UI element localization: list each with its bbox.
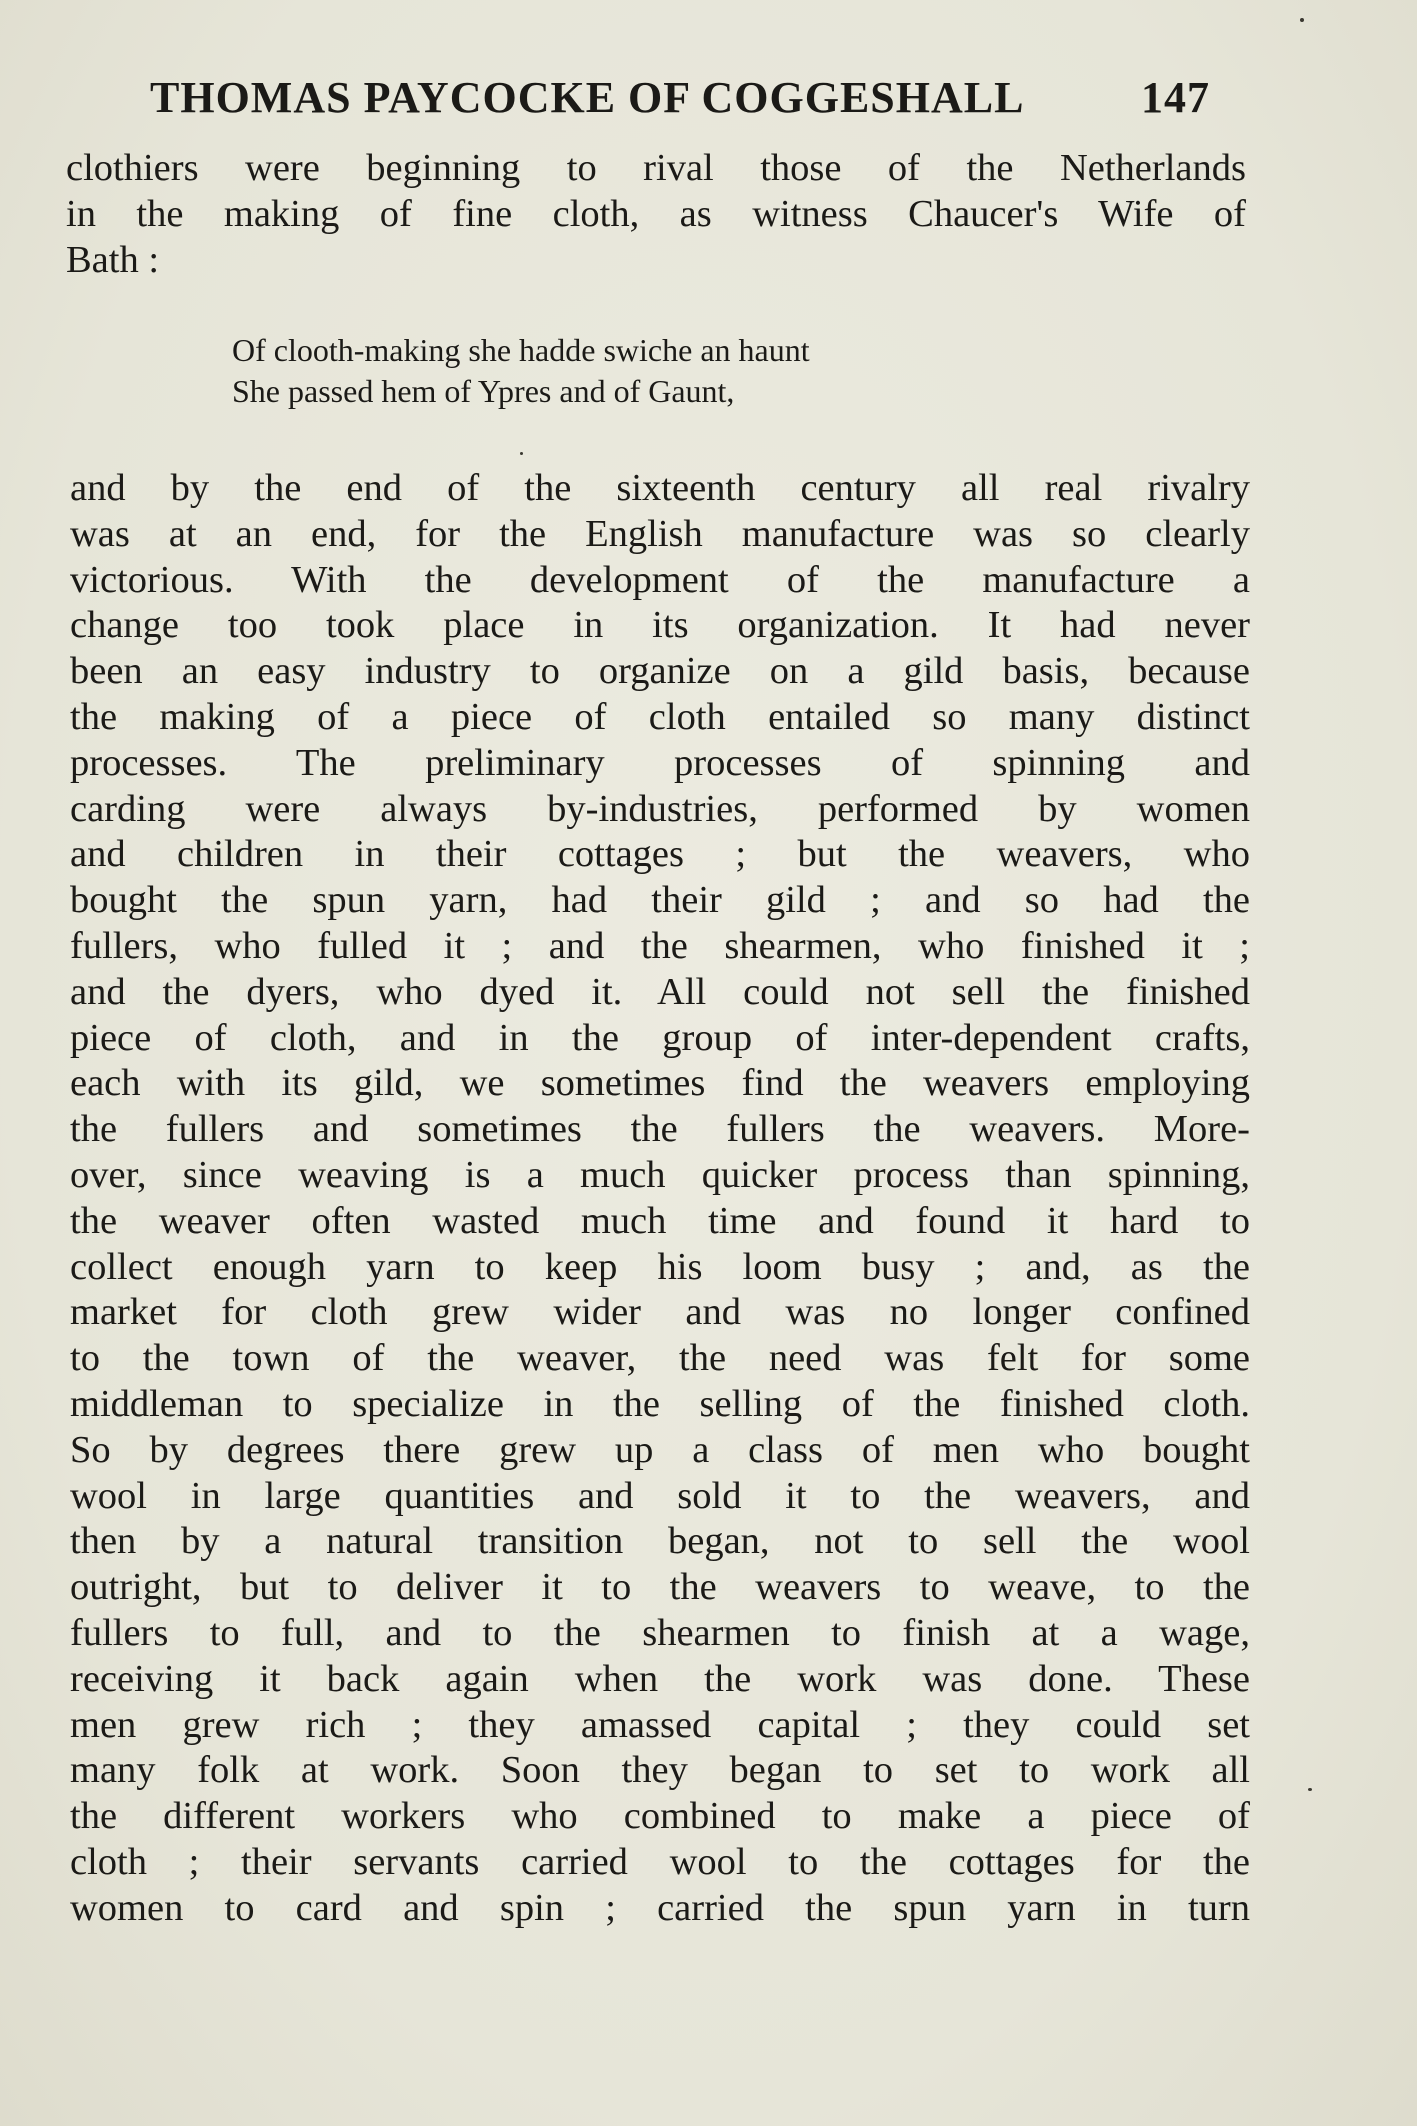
text-line: each with its gild, we sometimes find the weavers employing (70, 1062, 1250, 1105)
main-paragraph (70, 466, 1250, 1932)
text-line: outright, but to deliver it to the weavers to weave, to the (70, 1566, 1250, 1609)
text-line: market for cloth grew wider and was no longer confined (70, 1291, 1250, 1334)
paper-speck (520, 452, 523, 455)
verse-quotation (232, 330, 1032, 412)
paper-speck (1308, 1788, 1312, 1791)
text-line: processes. The preliminary processes of spinning and (70, 741, 1250, 784)
verse-line: She passed hem of Ypres and of Gaunt, (232, 373, 735, 409)
text-line: and children in their cottages ; but the weavers, who (70, 833, 1250, 876)
text-line: then by a natural transition began, not to sell the wool (70, 1520, 1250, 1563)
text-line: to the town of the weaver, the need was felt for some (70, 1337, 1250, 1380)
page-number: 147 (1141, 72, 1210, 122)
text-line: piece of cloth, and in the group of inter-dependent crafts, (70, 1016, 1250, 1059)
text-line: men grew rich ; they amassed capital ; they could set (70, 1703, 1250, 1746)
text-line: fullers to full, and to the shearmen to finish at a wage, (70, 1611, 1250, 1654)
text-line: change too took place in its organization. It had never (70, 604, 1250, 647)
text-line: women to card and spin ; carried the spun yarn in turn (70, 1886, 1250, 1929)
text-line: Bath : (66, 238, 160, 281)
paper-speck (1300, 18, 1304, 22)
text-line: clothiers were beginning to rival those of the Netherlands (66, 147, 1246, 189)
text-line: the making of a piece of cloth entailed so many distinct (70, 695, 1250, 738)
text-line: the weaver often wasted much time and found it hard to (70, 1199, 1250, 1242)
running-head-title: THOMAS PAYCOCKE OF COGGESHALL (150, 72, 1025, 122)
text-line: victorious. With the development of the manufacture a (70, 558, 1250, 601)
text-line: collect enough yarn to keep his loom busy ; and, as the (70, 1245, 1250, 1288)
text-line: in the making of fine cloth, as witness Chaucer's Wife of (66, 192, 1246, 235)
text-line: carding were always by-industries, performed by women (70, 787, 1250, 830)
text-line: the different workers who combined to make a piece of (70, 1795, 1250, 1838)
text-line: many folk at work. Soon they began to set to work all (70, 1749, 1250, 1792)
text-line: and the dyers, who dyed it. All could not sell the finished (70, 970, 1250, 1013)
text-line: been an easy industry to organize on a gild basis, because (70, 650, 1250, 693)
text-line: cloth ; their servants carried wool to the cottages for the (70, 1840, 1250, 1883)
verse-line: Of clooth-making she hadde swiche an haunt (232, 332, 810, 368)
text-line: and by the end of the sixteenth century all real rivalry (70, 467, 1250, 509)
running-head (150, 62, 1210, 132)
text-line: receiving it back again when the work was done. These (70, 1657, 1250, 1700)
opening-paragraph (66, 146, 1246, 283)
text-line: wool in large quantities and sold it to the weavers, and (70, 1474, 1250, 1517)
text-line: bought the spun yarn, had their gild ; and so had the (70, 879, 1250, 922)
text-line: over, since weaving is a much quicker process than spinning, (70, 1153, 1250, 1196)
text-line: the fullers and sometimes the fullers the weavers. More- (70, 1108, 1250, 1151)
text-line: So by degrees there grew up a class of men who bought (70, 1428, 1250, 1471)
text-line: fullers, who fulled it ; and the shearmen, who finished it ; (70, 924, 1250, 967)
text-line: middleman to specialize in the selling of the finished cloth. (70, 1382, 1250, 1425)
text-line: was at an end, for the English manufacture was so clearly (70, 512, 1250, 555)
